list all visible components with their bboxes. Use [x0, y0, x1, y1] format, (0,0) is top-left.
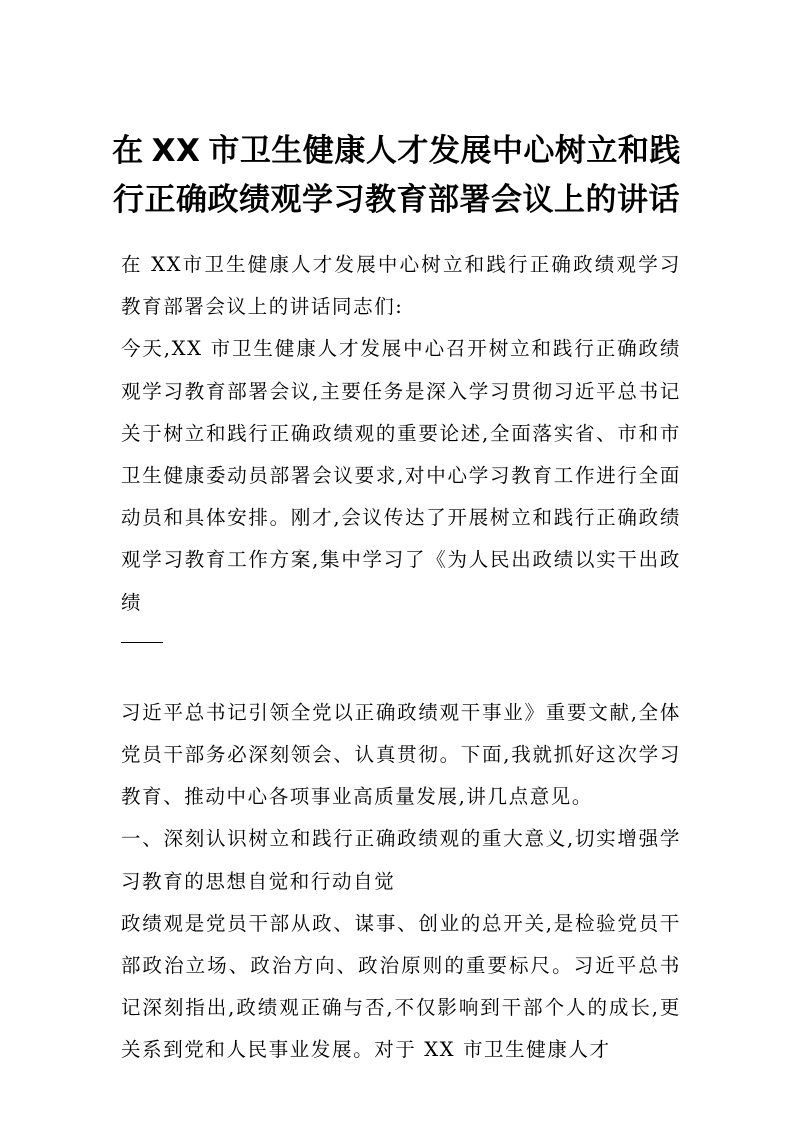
title-suffix: 市卫生健康人才发展中心树立和践 [208, 133, 681, 169]
paragraph-intro: 今天,XX 市卫生健康人才发展中心召开树立和践行正确政绩观学习教育部署会议,主要任务是深入学习贯彻习近平总书记关于树立和践行正确政绩观的重要论述,全面落实省、市和市卫生健康委动员部署会议要求,对中心学习教育工作进行全面动员和具体安排。刚才,会议传达了开展树立和践行正确政绩观学习教育工作方案,集中学习了《为人民出政绩以实干出政绩 [121, 337, 681, 614]
title-prefix: 在 [112, 133, 144, 169]
title-xx: XX [151, 133, 201, 169]
paragraph-opening: 在 XX市卫生健康人才发展中心树立和践行正确政绩观学习教育部署会议上的讲话同志们: [121, 253, 681, 319]
section-heading-1: 一、深刻认识树立和践行正确政绩观的重大意义,切实增强学习教育的思想自觉和行动自觉 [121, 827, 681, 893]
paragraph-continuation: 习近平总书记引领全党以正确政绩观干事业》重要文献,全体党员干部务必深刻领会、认真贯彻。下面,我就抓好这次学习教育、推动中心各项事业高质量发展,讲几点意见。 [121, 700, 681, 809]
paragraph-section-1: 政绩观是党员干部从政、谋事、创业的总开关,是检验党员干部政治立场、政治方向、政治原则的重要标尺。习近平总书记深刻指出,政绩观正确与否,不仅影响到干部个人的成长,更关系到党和人民事业发展。对于 XX 市卫生健康人才 [121, 911, 681, 1062]
dash-separator [121, 624, 163, 666]
document-title-line-1 [100, 125, 693, 170]
document-body [121, 244, 681, 1072]
document-title-line-2: 行正确政绩观学习教育部署会议上的讲话 [113, 182, 680, 218]
spacer [121, 666, 681, 692]
